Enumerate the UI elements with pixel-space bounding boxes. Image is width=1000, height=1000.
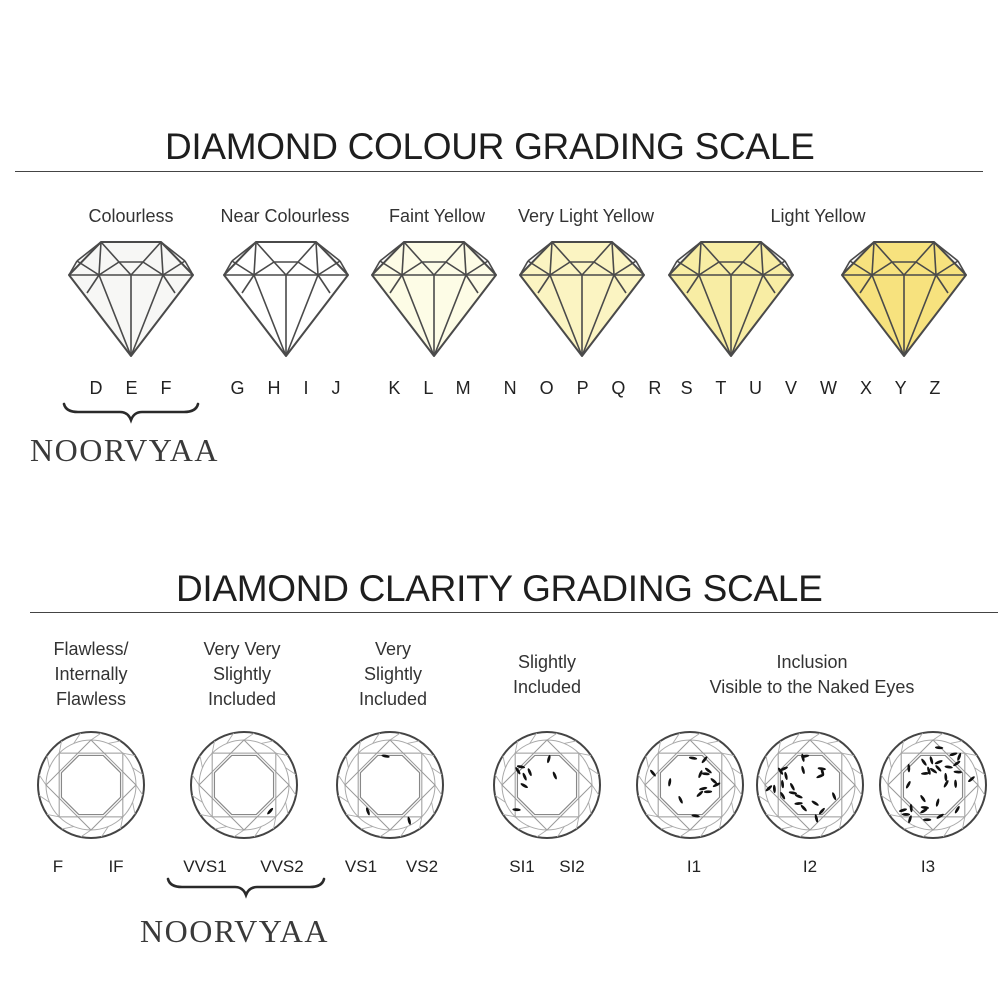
inclusion-mark [920, 758, 927, 766]
inclusion-mark [552, 771, 558, 780]
inclusion-mark [801, 754, 810, 758]
inclusion-mark [515, 766, 522, 775]
inclusion-mark [956, 752, 962, 761]
clarity-grade: VS2 [405, 857, 439, 876]
inclusion-mark [784, 772, 789, 781]
inclusion-mark [949, 752, 958, 757]
inclusion-mark [765, 784, 773, 792]
inclusion-mark [517, 765, 526, 769]
colour-scale-title: DIAMOND COLOUR GRADING SCALE [165, 126, 815, 167]
inclusion-mark [520, 782, 529, 789]
inclusion-mark [967, 775, 975, 783]
inclusion-mark [512, 808, 521, 811]
colour-category-label: Light Yellow [770, 206, 866, 226]
inclusion-mark [381, 754, 390, 758]
inclusion-mark [926, 766, 931, 775]
inclusion-mark [935, 746, 944, 749]
inclusion-mark [899, 808, 908, 813]
inclusion-mark [943, 779, 950, 788]
inclusion-mark [668, 778, 672, 787]
clarity-category-label: Inclusion Visible to the Naked Eyes [709, 652, 915, 697]
inclusion-mark [954, 780, 957, 789]
inclusion-mark [818, 807, 826, 815]
inclusion-mark [365, 807, 370, 816]
round-diamond-icon [191, 732, 297, 838]
clarity-grade: SI2 [559, 857, 585, 876]
diamond-icon [669, 242, 793, 356]
clarity-grade: IF [108, 857, 124, 876]
inclusion-mark [923, 818, 931, 821]
clarity-grade: SI1 [509, 857, 535, 876]
inclusion-mark [691, 814, 700, 818]
colour-grades: N O P Q R [503, 378, 671, 398]
inclusion-mark [954, 805, 961, 814]
colour-grades: S T U V W X Y Z [680, 378, 950, 398]
inclusion-mark [953, 760, 961, 767]
colour-brace [62, 402, 202, 426]
diamond-icon [69, 242, 193, 356]
inclusion-mark [773, 785, 776, 794]
colour-grades: G H I J [230, 378, 350, 398]
inclusion-mark [701, 756, 708, 764]
inclusion-mark [699, 786, 708, 791]
inclusion-mark [953, 770, 962, 774]
inclusion-mark [831, 792, 837, 801]
round-diamond-icon [337, 732, 443, 838]
clarity-scale-title: DIAMOND CLARITY GRADING SCALE [176, 568, 823, 609]
clarity-title-rule [30, 612, 998, 613]
inclusion-mark [266, 807, 274, 815]
inclusion-mark [701, 772, 710, 776]
diamond-icon [372, 242, 496, 356]
round-diamond-icon [757, 732, 863, 838]
inclusion-mark [710, 777, 718, 785]
inclusion-mark [811, 800, 820, 807]
inclusion-mark [689, 756, 698, 760]
inclusion-mark [921, 772, 930, 775]
inclusion-mark [934, 759, 943, 765]
clarity-grade: VVS1 [183, 857, 227, 876]
inclusion-mark [696, 790, 704, 798]
inclusion-mark [820, 768, 825, 777]
round-diamond-icon [637, 732, 743, 838]
inclusion-mark [907, 815, 912, 824]
inclusion-mark [814, 814, 819, 823]
inclusion-mark [779, 791, 786, 800]
inclusion-mark [920, 808, 929, 815]
round-diamond-icon [494, 732, 600, 838]
inclusion-mark [919, 794, 926, 803]
inclusion-mark [546, 755, 551, 764]
clarity-grade: VS1 [344, 857, 378, 876]
colour-grades: K L M [388, 378, 480, 398]
clarity-grade: I2 [802, 857, 818, 876]
inclusion-mark [905, 780, 912, 789]
inclusion-mark [801, 766, 806, 775]
colour-category-label: Colourless [88, 206, 174, 226]
inclusion-mark [902, 813, 910, 816]
inclusion-mark [794, 793, 803, 799]
colour-category-label: Faint Yellow [388, 206, 486, 226]
inclusion-mark [921, 806, 930, 810]
inclusion-mark [929, 767, 937, 774]
inclusion-mark [789, 791, 798, 795]
inclusion-mark [781, 780, 785, 789]
inclusion-mark [704, 790, 713, 793]
inclusion-mark [522, 772, 528, 781]
colour-brand-mark: NOORVYAA [30, 432, 219, 468]
inclusion-mark [944, 765, 953, 769]
diamond-icon [842, 242, 966, 356]
round-diamond-icon [38, 732, 144, 838]
colour-category-label: Very Light Yellow [517, 206, 655, 226]
clarity-category-label: Slightly Included [512, 652, 582, 697]
inclusion-mark [936, 813, 945, 820]
clarity-brace [166, 877, 328, 901]
inclusion-mark [907, 764, 910, 773]
inclusion-mark [909, 804, 913, 813]
clarity-grade: VVS2 [260, 857, 304, 876]
inclusion-mark [929, 756, 934, 765]
inclusion-mark [712, 782, 721, 788]
diamond-icon [224, 242, 348, 356]
inclusion-mark [527, 768, 533, 777]
inclusion-mark [817, 767, 826, 771]
inclusion-mark [777, 767, 784, 776]
inclusion-mark [794, 802, 803, 805]
clarity-grade: I1 [686, 857, 702, 876]
inclusion-mark [944, 773, 947, 782]
clarity-category-label: Flawless/ Internally Flawless [53, 639, 129, 709]
clarity-category-label: Very Very Slightly Included [203, 639, 281, 709]
inclusion-mark [704, 767, 712, 774]
clarity-grade: F [52, 857, 64, 876]
diamond-icon [520, 242, 644, 356]
inclusion-mark [934, 764, 942, 772]
clarity-grade: I3 [920, 857, 936, 876]
inclusion-mark [801, 753, 806, 762]
inclusion-mark [935, 798, 940, 807]
colour-category-label: Near Colourless [220, 206, 350, 226]
inclusion-mark [816, 773, 825, 779]
inclusion-mark [649, 769, 657, 777]
clarity-brand-mark: NOORVYAA [140, 913, 329, 949]
inclusion-mark [800, 804, 808, 812]
colour-title-rule [15, 171, 983, 172]
round-diamond-icon [880, 732, 986, 838]
inclusion-mark [789, 782, 795, 791]
colour-grades: D E F [89, 378, 181, 398]
inclusion-mark [407, 816, 412, 825]
inclusion-mark [780, 766, 789, 772]
inclusion-mark [697, 770, 703, 779]
clarity-category-label: Very Slightly Included [358, 639, 428, 709]
inclusion-mark [678, 795, 684, 804]
